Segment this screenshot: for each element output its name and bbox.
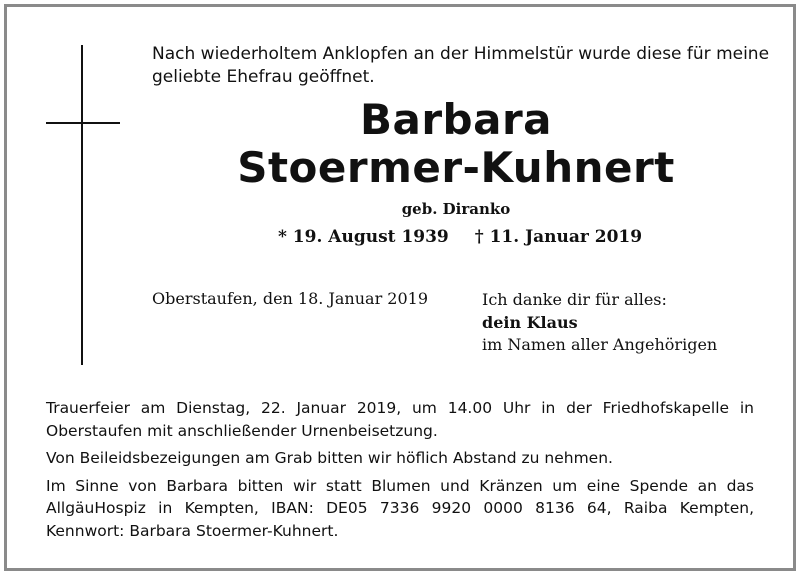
funeral-info: Trauerfeier am Dienstag, 22. Januar 2019, um 14.00 Uhr in der Friedhofskapelle in Oberstaufen mit anschließender Urnenbeisetzung. [46,399,754,440]
intro-text: Nach wiederholtem Anklopfen an der Himmelstür wurde diese für meine geliebte Ehefrau geöffnet. [152,44,770,87]
place-and-date: Oberstaufen, den 18. Januar 2019 [152,289,429,308]
birth-name: geb. Diranko [401,200,511,218]
first-name: Barbara [359,95,553,144]
signer: dein Klaus [482,312,578,332]
donation-info: Im Sinne von Barbara bitten wir statt Blumen und Kränzen um eine Spende an das AllgäuHospiz in Kempten, IBAN: DE05 7336 9920 0000 8136 64, Raiba Kempten, Kennwort: Barbara Stoermer-Kuhnert. [46,476,754,540]
condolence-request: Von Beileidsbezeigungen am Grab bitten wir höflich Abstand zu nehmen. [46,449,613,467]
announcement-paragraphs [46,397,754,547]
thanks-block [482,289,717,357]
cross-vertical-bar [81,45,83,365]
thanks-line: Ich danke dir für alles: [482,290,667,309]
birth-date: * 19. August 1939 [278,227,449,247]
relatives-line: im Namen aller Angehörigen [482,335,718,354]
death-date: † 11. Januar 2019 [474,227,643,247]
cross-horizontal-bar [46,122,120,124]
last-name: Stoermer-Kuhnert [237,143,675,192]
life-dates [278,227,642,247]
